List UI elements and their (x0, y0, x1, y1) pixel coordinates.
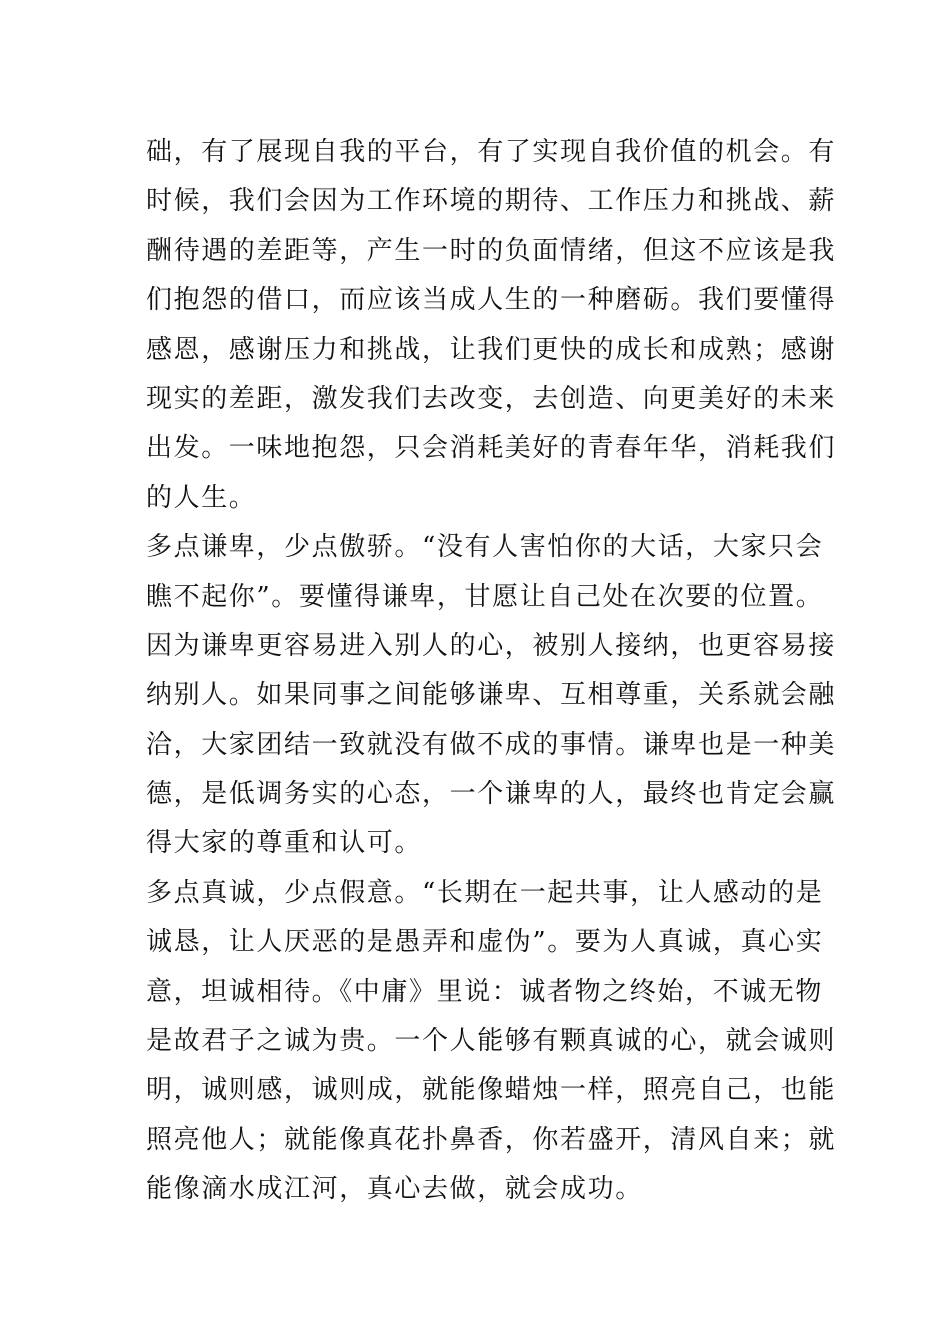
text-line: 洽，大家团结一致就没有做不成的事情。谦卑也是一种美 (146, 729, 837, 760)
text-line: 感恩，感谢压力和挑战，让我们更快的成长和成熟；感谢 (146, 334, 837, 365)
text-line: 意，坦诚相待。《中庸》里说：诚者物之终始，不诚无物 (146, 976, 824, 1007)
text-line: 诚恳，让人厌恶的是愚弄和虚伪”。要为人真诚，真心实 (146, 927, 824, 958)
text-line: 们抱怨的借口，而应该当成人生的一种磨砺。我们要懂得 (146, 285, 837, 316)
text-line: 因为谦卑更容易进入别人的心，被别人接纳，也更容易接 (146, 630, 837, 661)
text-line: 能像滴水成江河，真心去做，就会成功。 (146, 1174, 643, 1205)
text-line: 得大家的尊重和认可。 (146, 828, 423, 859)
text-line: 纳别人。如果同事之间能够谦卑、互相尊重，关系就会融 (146, 680, 837, 711)
text-line: 多点谦卑，少点傲骄。“没有人害怕你的大话，大家只会 (146, 532, 824, 563)
text-line: 的人生。 (146, 482, 257, 513)
text-line: 多点真诚，少点假意。“长期在一起共事，让人感动的是 (146, 877, 824, 908)
text-line: 出发。一味地抱怨，只会消耗美好的青春年华，消耗我们 (146, 433, 837, 464)
text-line: 现实的差距，激发我们去改变，去创造、向更美好的未来 (146, 383, 837, 414)
text-line: 础，有了展现自我的平台，有了实现自我价值的机会。有 (146, 137, 837, 167)
text-line: 是故君子之诚为贵。一个人能够有颗真诚的心，就会诚则 (146, 1026, 837, 1057)
body-text (146, 128, 837, 1215)
text-line: 瞧不起你”。要懂得谦卑，甘愿让自己处在次要的位置。 (146, 581, 824, 612)
text-line: 德，是低调务实的心态，一个谦卑的人，最终也肯定会赢 (146, 779, 837, 810)
text-line: 酬待遇的差距等，产生一时的负面情绪，但这不应该是我 (146, 235, 837, 266)
text-line: 明，诚则感，诚则成，就能像蜡烛一样，照亮自己，也能 (146, 1075, 837, 1106)
text-line: 照亮他人；就能像真花扑鼻香，你若盛开，清风自来；就 (146, 1124, 837, 1155)
text-line: 时候，我们会因为工作环境的期待、工作压力和挑战、薪 (146, 186, 837, 217)
